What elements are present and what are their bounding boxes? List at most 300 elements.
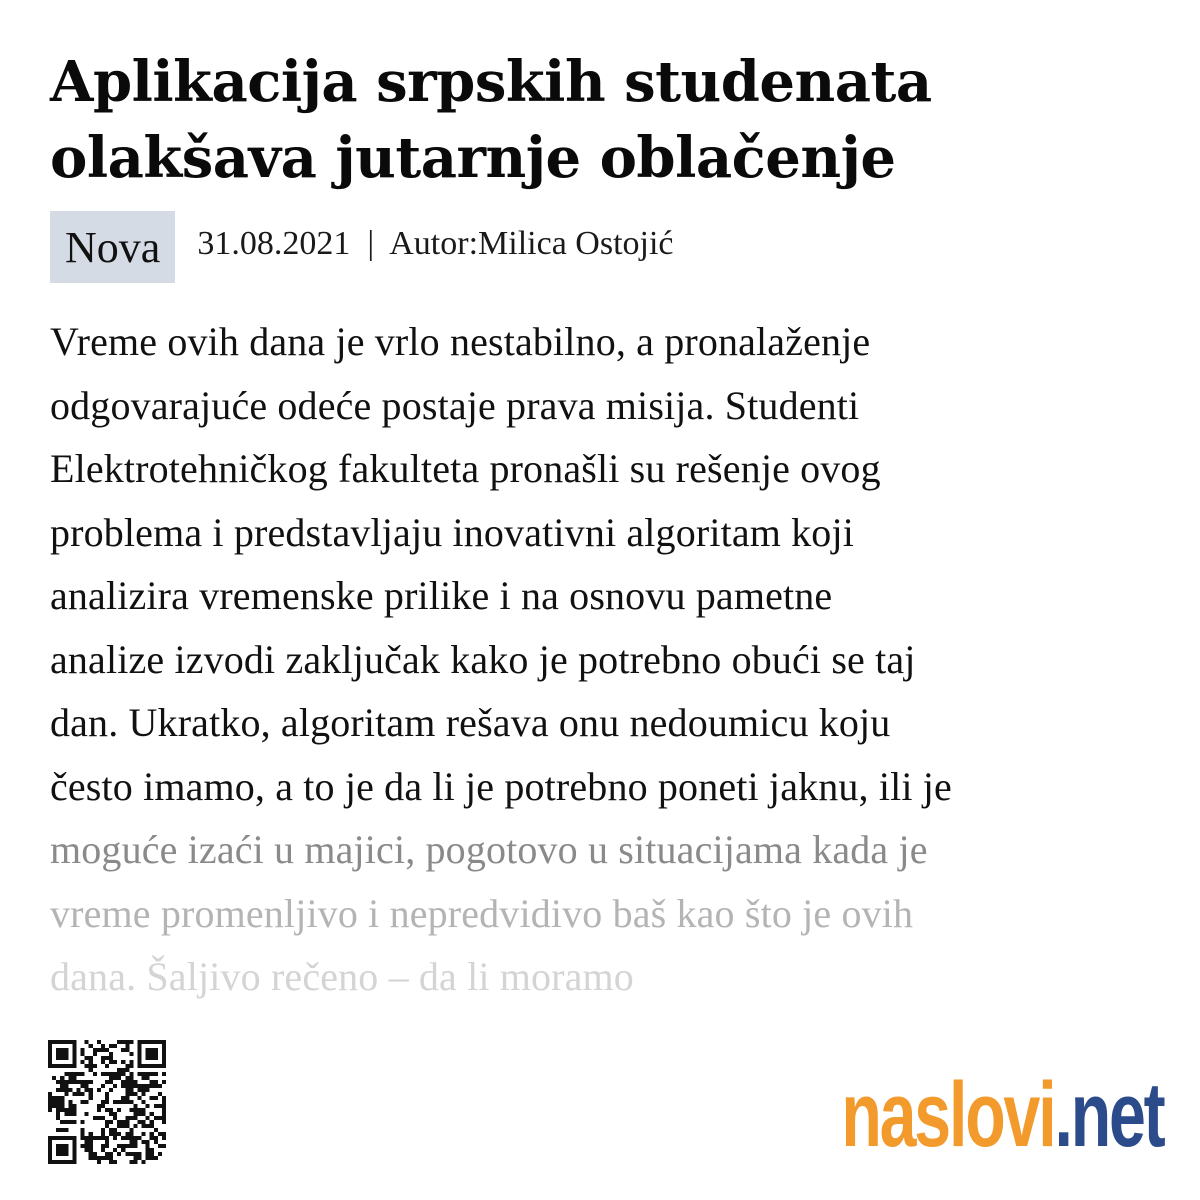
qr-module — [105, 1124, 109, 1128]
qr-module — [56, 1112, 60, 1116]
qr-module — [105, 1136, 109, 1140]
qr-module — [101, 1104, 105, 1108]
qr-module — [154, 1064, 158, 1068]
qr-module — [142, 1108, 146, 1112]
qr-module — [56, 1144, 60, 1148]
qr-module — [129, 1140, 133, 1144]
qr-module — [48, 1108, 52, 1112]
qr-module — [56, 1148, 60, 1152]
qr-module — [60, 1128, 64, 1132]
qr-module — [85, 1088, 89, 1092]
qr-module — [129, 1060, 133, 1064]
qr-module — [138, 1156, 142, 1160]
qr-module — [113, 1132, 117, 1136]
category-badge[interactable]: Nova — [50, 211, 175, 283]
article-byline — [197, 225, 673, 263]
qr-module — [150, 1156, 154, 1160]
body-line: odgovarajuće odeće postaje prava misija. Studenti — [50, 382, 860, 428]
qr-module — [109, 1160, 113, 1164]
qr-module — [109, 1076, 113, 1080]
qr-module — [150, 1096, 154, 1100]
qr-module — [162, 1144, 166, 1148]
qr-module — [125, 1044, 129, 1048]
qr-module — [138, 1120, 142, 1124]
qr-module — [60, 1076, 64, 1080]
qr-module — [158, 1104, 162, 1108]
qr-module — [56, 1048, 60, 1052]
qr-module — [72, 1080, 76, 1084]
qr-module — [121, 1068, 125, 1072]
body-line: Vreme ovih dana je vrlo nestabilno, a pronalaženje — [50, 319, 871, 364]
qr-module — [105, 1092, 109, 1096]
qr-module — [89, 1140, 93, 1144]
qr-module — [60, 1144, 64, 1148]
qr-module — [101, 1060, 105, 1064]
qr-module — [56, 1104, 60, 1108]
qr-module — [133, 1156, 137, 1160]
qr-module — [81, 1136, 85, 1140]
qr-module — [93, 1072, 97, 1076]
qr-module — [93, 1116, 97, 1120]
body-line-faded: vreme promenljivo i nepredvidivo baš kao što je ovih — [50, 890, 914, 936]
qr-module — [138, 1048, 142, 1052]
qr-module — [72, 1092, 76, 1096]
qr-module — [109, 1132, 113, 1136]
qr-module — [142, 1132, 146, 1136]
qr-module — [138, 1060, 142, 1064]
qr-module — [117, 1124, 121, 1128]
qr-module — [56, 1056, 60, 1060]
qr-module — [60, 1160, 64, 1164]
qr-module — [113, 1112, 117, 1116]
qr-module — [150, 1052, 154, 1056]
qr-module — [146, 1156, 150, 1160]
qr-module — [162, 1040, 166, 1044]
qr-module — [113, 1044, 117, 1048]
qr-module — [72, 1148, 76, 1152]
qr-module — [154, 1056, 158, 1060]
qr-module — [56, 1116, 60, 1120]
qr-module — [85, 1064, 89, 1068]
qr-module — [162, 1096, 166, 1100]
qr-module — [85, 1148, 89, 1152]
qr-module — [97, 1040, 101, 1044]
qr-module — [109, 1080, 113, 1084]
qr-module — [101, 1136, 105, 1140]
qr-module — [129, 1040, 133, 1044]
qr-module — [89, 1092, 93, 1096]
qr-module — [109, 1120, 113, 1124]
qr-module — [158, 1116, 162, 1120]
qr-module — [68, 1104, 72, 1108]
qr-module — [76, 1088, 80, 1092]
qr-module — [146, 1144, 150, 1148]
qr-module — [125, 1144, 129, 1148]
qr-module — [64, 1052, 68, 1056]
qr-module — [72, 1072, 76, 1076]
qr-module — [48, 1052, 52, 1056]
qr-module — [48, 1056, 52, 1060]
qr-module — [101, 1132, 105, 1136]
qr-module — [72, 1104, 76, 1108]
qr-module — [85, 1136, 89, 1140]
qr-module — [133, 1108, 137, 1112]
qr-module — [101, 1084, 105, 1088]
body-line: analize izvodi zaključak kako je potrebno obući se taj — [50, 636, 916, 682]
qr-module — [121, 1048, 125, 1052]
logo-text-net: .net — [1054, 1064, 1164, 1166]
qr-module — [138, 1096, 142, 1100]
qr-module — [125, 1116, 129, 1120]
qr-module — [158, 1144, 162, 1148]
qr-module — [138, 1044, 142, 1048]
qr-module — [154, 1136, 158, 1140]
qr-module — [142, 1076, 146, 1080]
qr-module — [60, 1152, 64, 1156]
qr-module — [105, 1064, 109, 1068]
qr-module — [48, 1136, 52, 1140]
qr-module — [146, 1140, 150, 1144]
qr-module — [109, 1052, 113, 1056]
body-line-faded: moguće izaći u majici, pogotovo u situacijama kada je — [50, 827, 928, 872]
qr-module — [56, 1152, 60, 1156]
qr-module — [89, 1060, 93, 1064]
qr-module — [81, 1132, 85, 1136]
qr-module — [154, 1096, 158, 1100]
qr-module — [72, 1120, 76, 1124]
qr-module — [125, 1064, 129, 1068]
qr-module — [154, 1080, 158, 1084]
qr-module — [68, 1072, 72, 1076]
qr-module — [101, 1044, 105, 1048]
qr-module — [72, 1060, 76, 1064]
qr-module — [60, 1108, 64, 1112]
qr-module — [154, 1128, 158, 1132]
qr-module — [64, 1160, 68, 1164]
qr-module — [150, 1148, 154, 1152]
qr-module — [162, 1108, 166, 1112]
qr-module — [60, 1100, 64, 1104]
qr-module — [138, 1040, 142, 1044]
qr-module — [72, 1064, 76, 1068]
qr-module — [89, 1148, 93, 1152]
meta-separator: | — [367, 225, 375, 262]
qr-module — [68, 1120, 72, 1124]
body-line: problema i predstavljaju inovativni algoritam koji — [50, 509, 854, 555]
qr-module — [121, 1080, 125, 1084]
qr-module — [93, 1136, 97, 1140]
qr-module — [150, 1136, 154, 1140]
qr-module — [109, 1056, 113, 1060]
qr-module — [125, 1096, 129, 1100]
qr-module — [105, 1096, 109, 1100]
qr-module — [48, 1144, 52, 1148]
qr-module — [85, 1080, 89, 1084]
qr-module — [158, 1132, 162, 1136]
qr-module — [60, 1096, 64, 1100]
qr-module — [113, 1148, 117, 1152]
qr-module — [117, 1040, 121, 1044]
qr-module — [56, 1080, 60, 1084]
logo-text-naslovi: naslovi — [841, 1064, 1055, 1166]
qr-module — [93, 1152, 97, 1156]
qr-module — [129, 1080, 133, 1084]
body-line: često imamo, a to je da li je potrebno poneti jaknu, ili je — [50, 763, 952, 809]
qr-module — [154, 1116, 158, 1120]
qr-module — [109, 1112, 113, 1116]
qr-module — [101, 1048, 105, 1052]
qr-module — [68, 1080, 72, 1084]
qr-module — [60, 1104, 64, 1108]
qr-module — [125, 1092, 129, 1096]
author-name[interactable]: Milica Ostojić — [478, 225, 674, 262]
qr-module — [125, 1136, 129, 1140]
qr-module — [146, 1116, 150, 1120]
qr-module — [64, 1084, 68, 1088]
qr-module — [68, 1076, 72, 1080]
qr-module — [154, 1084, 158, 1088]
qr-module — [129, 1132, 133, 1136]
qr-module — [64, 1088, 68, 1092]
qr-module — [138, 1056, 142, 1060]
qr-module — [117, 1132, 121, 1136]
qr-module — [129, 1116, 133, 1120]
article-date: 31.08.2021 — [197, 225, 351, 262]
qr-module — [60, 1056, 64, 1060]
qr-module — [64, 1144, 68, 1148]
qr-module — [129, 1076, 133, 1080]
qr-module — [150, 1152, 154, 1156]
qr-module — [81, 1100, 85, 1104]
qr-module — [138, 1072, 142, 1076]
qr-module — [56, 1088, 60, 1092]
qr-module — [129, 1064, 133, 1068]
qr-module — [129, 1144, 133, 1148]
qr-module — [142, 1064, 146, 1068]
qr-module — [105, 1080, 109, 1084]
qr-module — [162, 1120, 166, 1124]
qr-module — [93, 1156, 97, 1160]
qr-module — [68, 1160, 72, 1164]
qr-module — [158, 1040, 162, 1044]
qr-module — [93, 1052, 97, 1056]
qr-module — [81, 1128, 85, 1132]
qr-module — [121, 1120, 125, 1124]
qr-module — [117, 1072, 121, 1076]
author-label: Autor: — [389, 225, 479, 262]
qr-module — [48, 1096, 52, 1100]
qr-module — [162, 1136, 166, 1140]
qr-module — [146, 1048, 150, 1052]
qr-module — [142, 1084, 146, 1088]
qr-module — [68, 1088, 72, 1092]
qr-module — [101, 1156, 105, 1160]
qr-module — [72, 1136, 76, 1140]
qr-module — [68, 1108, 72, 1112]
qr-module — [101, 1056, 105, 1060]
qr-module — [146, 1148, 150, 1152]
qr-module — [89, 1096, 93, 1100]
qr-module — [56, 1052, 60, 1056]
qr-module — [138, 1152, 142, 1156]
qr-module — [150, 1112, 154, 1116]
qr-module — [125, 1120, 129, 1124]
qr-module — [125, 1084, 129, 1088]
qr-module — [85, 1056, 89, 1060]
qr-module — [158, 1064, 162, 1068]
qr-module — [142, 1100, 146, 1104]
qr-module — [117, 1076, 121, 1080]
qr-module — [113, 1116, 117, 1120]
qr-module — [101, 1148, 105, 1152]
qr-module — [162, 1072, 166, 1076]
qr-module — [97, 1088, 101, 1092]
qr-module — [60, 1064, 64, 1068]
qr-module — [68, 1112, 72, 1116]
qr-module — [158, 1152, 162, 1156]
qr-module — [68, 1100, 72, 1104]
qr-module — [133, 1112, 137, 1116]
qr-module — [72, 1052, 76, 1056]
qr-module — [150, 1040, 154, 1044]
qr-module — [72, 1048, 76, 1052]
site-logo[interactable] — [842, 1060, 1164, 1170]
qr-module — [129, 1084, 133, 1088]
qr-module — [56, 1040, 60, 1044]
qr-module — [150, 1072, 154, 1076]
qr-module — [146, 1076, 150, 1080]
qr-module — [133, 1160, 137, 1164]
qr-module — [60, 1040, 64, 1044]
qr-module — [48, 1160, 52, 1164]
article-meta — [50, 211, 674, 283]
qr-module — [85, 1112, 89, 1116]
qr-module — [81, 1072, 85, 1076]
qr-module — [146, 1088, 150, 1092]
qr-module — [48, 1148, 52, 1152]
qr-module — [146, 1152, 150, 1156]
qr-module — [81, 1080, 85, 1084]
qr-module — [162, 1132, 166, 1136]
qr-module — [158, 1084, 162, 1088]
qr-module — [72, 1076, 76, 1080]
qr-module — [109, 1060, 113, 1064]
qr-module — [142, 1040, 146, 1044]
qr-module — [48, 1064, 52, 1068]
qr-module — [142, 1072, 146, 1076]
qr-module — [125, 1068, 129, 1072]
qr-module — [105, 1144, 109, 1148]
qr-module — [48, 1060, 52, 1064]
body-line-faded: dana. Šaljivo rečeno – da li moramo — [50, 954, 634, 999]
qr-module — [121, 1040, 125, 1044]
qr-module — [154, 1052, 158, 1056]
qr-module — [162, 1052, 166, 1056]
qr-module — [60, 1120, 64, 1124]
qr-module — [64, 1064, 68, 1068]
qr-module — [48, 1140, 52, 1144]
qr-module — [125, 1132, 129, 1136]
qr-module — [52, 1040, 56, 1044]
qr-module — [64, 1136, 68, 1140]
qr-module — [146, 1072, 150, 1076]
qr-module — [56, 1096, 60, 1100]
qr-module — [150, 1048, 154, 1052]
qr-module — [97, 1116, 101, 1120]
qr-module — [146, 1084, 150, 1088]
qr-module — [60, 1080, 64, 1084]
qr-module — [81, 1120, 85, 1124]
qr-module — [105, 1056, 109, 1060]
qr-module — [52, 1160, 56, 1164]
qr-module — [133, 1092, 137, 1096]
qr-module — [133, 1152, 137, 1156]
qr-module — [129, 1136, 133, 1140]
qr-module — [133, 1080, 137, 1084]
qr-module — [138, 1112, 142, 1116]
qr-module — [162, 1100, 166, 1104]
qr-module — [72, 1056, 76, 1060]
qr-module — [142, 1120, 146, 1124]
qr-module — [89, 1136, 93, 1140]
article-headline: Aplikacija srpskih studenata olakšava jutarnje oblačenje — [50, 49, 932, 191]
qr-module — [56, 1064, 60, 1068]
qr-module — [89, 1044, 93, 1048]
qr-module — [121, 1144, 125, 1148]
qr-module — [48, 1048, 52, 1052]
qr-module — [81, 1144, 85, 1148]
qr-module — [146, 1104, 150, 1108]
qr-module — [146, 1064, 150, 1068]
qr-module — [154, 1048, 158, 1052]
qr-module — [97, 1048, 101, 1052]
qr-module — [64, 1040, 68, 1044]
qr-module — [48, 1044, 52, 1048]
qr-module — [72, 1144, 76, 1148]
qr-module — [68, 1136, 72, 1140]
qr-module — [121, 1148, 125, 1152]
qr-module — [97, 1156, 101, 1160]
qr-module — [138, 1136, 142, 1140]
qr-module — [150, 1124, 154, 1128]
qr-module — [109, 1088, 113, 1092]
qr-module — [56, 1136, 60, 1140]
qr-module — [133, 1104, 137, 1108]
qr-module — [129, 1052, 133, 1056]
body-line: dan. Ukratko, algoritam rešava onu nedoumicu koju — [50, 700, 891, 745]
qr-module — [72, 1040, 76, 1044]
qr-module — [162, 1116, 166, 1120]
qr-module — [113, 1128, 117, 1132]
qr-module — [109, 1072, 113, 1076]
qr-module — [133, 1124, 137, 1128]
qr-module — [154, 1156, 158, 1160]
qr-module — [117, 1144, 121, 1148]
qr-module — [162, 1112, 166, 1116]
qr-module — [162, 1080, 166, 1084]
qr-module — [68, 1040, 72, 1044]
qr-module — [162, 1048, 166, 1052]
qr-code-icon[interactable] — [48, 1040, 166, 1164]
qr-module — [125, 1040, 129, 1044]
qr-module — [89, 1056, 93, 1060]
qr-module — [117, 1100, 121, 1104]
qr-module — [101, 1144, 105, 1148]
qr-module — [93, 1064, 97, 1068]
qr-module — [142, 1160, 146, 1164]
qr-module — [89, 1152, 93, 1156]
qr-module — [150, 1132, 154, 1136]
